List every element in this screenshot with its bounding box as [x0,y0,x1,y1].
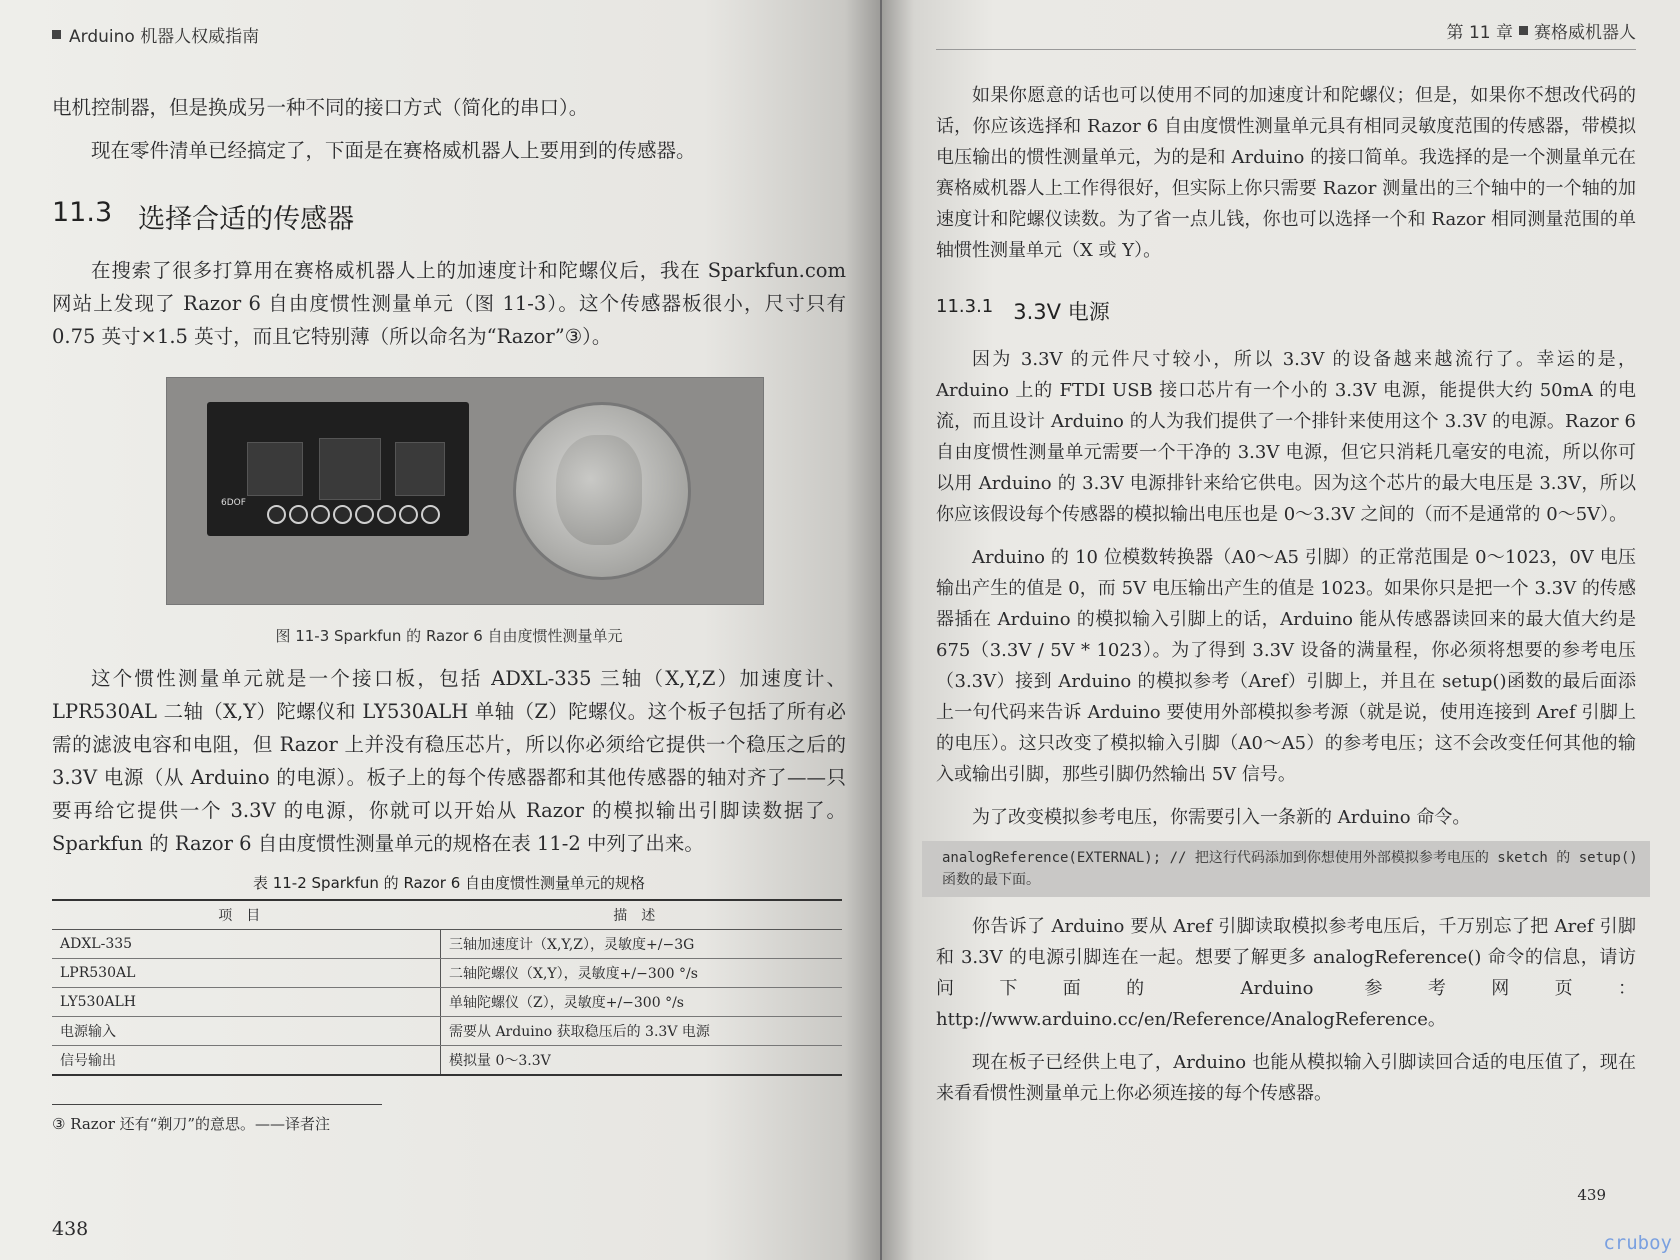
table-cell: ADXL-335 [52,930,441,959]
right-page [882,0,1680,1260]
left-running-head [52,22,846,47]
code-snippet: analogReference(EXTERNAL); // 把这行代码添加到你想使用外部模拟参考电压的 sketch 的 setup()函数的最下面。 [922,841,1650,897]
pcb-label: 6DOF [221,498,246,508]
right-running-head [936,18,1636,50]
table-row [52,959,842,988]
paragraph: 电机控制器，但是换成另一种不同的接口方式（简化的串口）。 [52,96,589,119]
paragraph: 为了改变模拟参考电压，你需要引入一条新的 Arduino 命令。 [972,807,1471,828]
chapter-label: 第 11 章 [1446,23,1513,43]
page-number-left: 438 [52,1218,89,1240]
spec-table [52,899,842,1076]
table-cell: 需要从 Arduino 获取稳压后的 3.3V 电源 [441,1017,843,1046]
table-header-row [52,900,842,930]
paragraph: 现在板子已经供上电了，Arduino 也能从模拟输入引脚读回合适的电压值了，现在来看看惯性测量单元上你必须连接的每个传感器。 [936,1052,1636,1104]
paragraph: 因为 3.3V 的元件尺寸较小，所以 3.3V 的设备越来越流行了。幸运的是，Arduino 上的 FTDI USB 接口芯片有一个小的 3.3V 电源，能提供大约 50mA 的电流，而且设计 Arduino 的人为我们提供了一个排针来使用这个 3.3V 的电源。Razor 6 自由度惯性测量单元需要一个干净的 3.3V 电源，但它只消耗几毫安的电流，所以你可以用 Arduino 的 3.3V 电源排针来给它供电。因为这个芯片的最大电压是 3.3V，所以你应该假设每个传感器的模拟输出电压也是 0～3.3V 之间的（而不是通常的 0～5V）。 [936,349,1636,525]
footnote-divider [52,1104,382,1105]
paragraph: 现在零件清单已经搞定了，下面是在赛格威机器人上要用到的传感器。 [91,139,696,162]
table-row [52,1046,842,1076]
square-bullet-icon [1519,26,1528,35]
subsection-number: 11.3.1 [936,296,994,317]
subsection-heading [936,296,1636,326]
table-row [52,930,842,959]
paragraph: 这个惯性测量单元就是一个接口板，包括 ADXL-335 三轴（X,Y,Z）加速度计、LPR530AL 二轴（X,Y）陀螺仪和 LY530ALH 单轴（Z）陀螺仪。这个板子包括了所有必需的滤波电容和电阻，但 Razor 上并没有稳压芯片，所以你必须给它提供一个稳压之后的 3.3V 电源（从 Arduino 的电源）。板子上的每个传感器都和其他传感器的轴对齐了——只要再给它提供一个 3.3V 的电源，你就可以开始从 Razor 的模拟输出引脚读数据了。Sparkfun 的 Razor 6 自由度惯性测量单元的规格在表 11-2 中列了出来。 [52,667,846,855]
table-cell: 二轴陀螺仪（X,Y），灵敏度+/−300 °/s [441,959,843,988]
table-cell: LPR530AL [52,959,441,988]
table-header-description: 描述 [441,900,843,930]
table-row [52,988,842,1017]
table-cell: 电源输入 [52,1017,441,1046]
footnote: ③ Razor 还有“剃刀”的意思。——译者注 [52,1115,331,1133]
table-cell: 信号输出 [52,1046,441,1076]
razor-imu-board-image [207,402,469,536]
quarter-coin-image [513,402,691,580]
table-cell: 单轴陀螺仪（Z），灵敏度+/−300 °/s [441,988,843,1017]
chapter-title: 赛格威机器人 [1534,23,1636,43]
section-title: 选择合适的传感器 [138,204,355,235]
table-cell: LY530ALH [52,988,441,1017]
figure-photo [166,377,764,605]
page-number-right: 439 [1577,1186,1606,1204]
paragraph: 在搜索了很多打算用在赛格威机器人上的加速度计和陀螺仪后，我在 Sparkfun.com 网站上发现了 Razor 6 自由度惯性测量单元（图 11-3）。这个传感器板很小，尺寸只有 0.75 英寸×1.5 英寸，而且它特别薄（所以命名为“Razor”③）。 [52,259,846,348]
paragraph: 你告诉了 Arduino 要从 Aref 引脚读取模拟参考电压后，千万别忘了把 Aref 引脚和 3.3V 的电源引脚连在一起。想要了解更多 analogReference() 命令的信息，请访问下面的 Arduino 参考网页：http://www.arduino.cc/en/Reference/AnalogReference。 [936,916,1636,1030]
subsection-title: 3.3V 电源 [1013,300,1110,324]
left-running-head-title: Arduino 机器人权威指南 [69,27,260,47]
table-row [52,1017,842,1046]
section-number: 11.3 [52,197,113,228]
paragraph: Arduino 的 10 位模数转换器（A0～A5 引脚）的正常范围是 0～1023，0V 电压输出产生的值是 0，而 5V 电压输出产生的值是 1023。如果你只是把一个 3.3V 的传感器插在 Arduino 的模拟输入引脚上的话，Arduino 能从传感器读回来的最大值大约是 675（3.3V / 5V * 1023）。为了得到 3.3V 设备的满量程，你必须将想要的参考电压（3.3V）接到 Arduino 的模拟参考（Aref）引脚上，并且在 setup()函数的最后面添上一句代码来告诉 Arduino 要使用外部模拟参考源（就是说，使用连接到 Aref 引脚上的电压）。这只改变了模拟输入引脚（A0～A5）的参考电压；这不会改变任何其他的输入或输出引脚，那些引脚仍然输出 5V 信号。 [936,547,1636,785]
watermark: cruboy [1603,1232,1672,1254]
paragraph: 如果你愿意的话也可以使用不同的加速度计和陀螺仪；但是，如果你不想改代码的话，你应该选择和 Razor 6 自由度惯性测量单元具有相同灵敏度范围的传感器，带模拟电压输出的惯性测量单元，为的是和 Arduino 的接口简单。我选择的是一个测量单元在赛格威机器人上工作得很好，但实际上你只需要 Razor 测量出的三个轴中的一个轴的加速度计和陀螺仪读数。为了省一点儿钱，你也可以选择一个和 Razor 相同测量范围的单轴惯性测量单元（X 或 Y）。 [936,85,1636,261]
figure-caption: 图 11-3 Sparkfun 的 Razor 6 自由度惯性测量单元 [275,627,623,645]
table-caption: 表 11-2 Sparkfun 的 Razor 6 自由度惯性测量单元的规格 [252,874,646,892]
section-heading [52,197,846,236]
table-cell: 三轴加速度计（X,Y,Z），灵敏度+/−3G [441,930,843,959]
table-cell: 模拟量 0～3.3V [441,1046,843,1076]
square-bullet-icon [52,30,61,39]
table-header-item: 项目 [52,900,441,930]
